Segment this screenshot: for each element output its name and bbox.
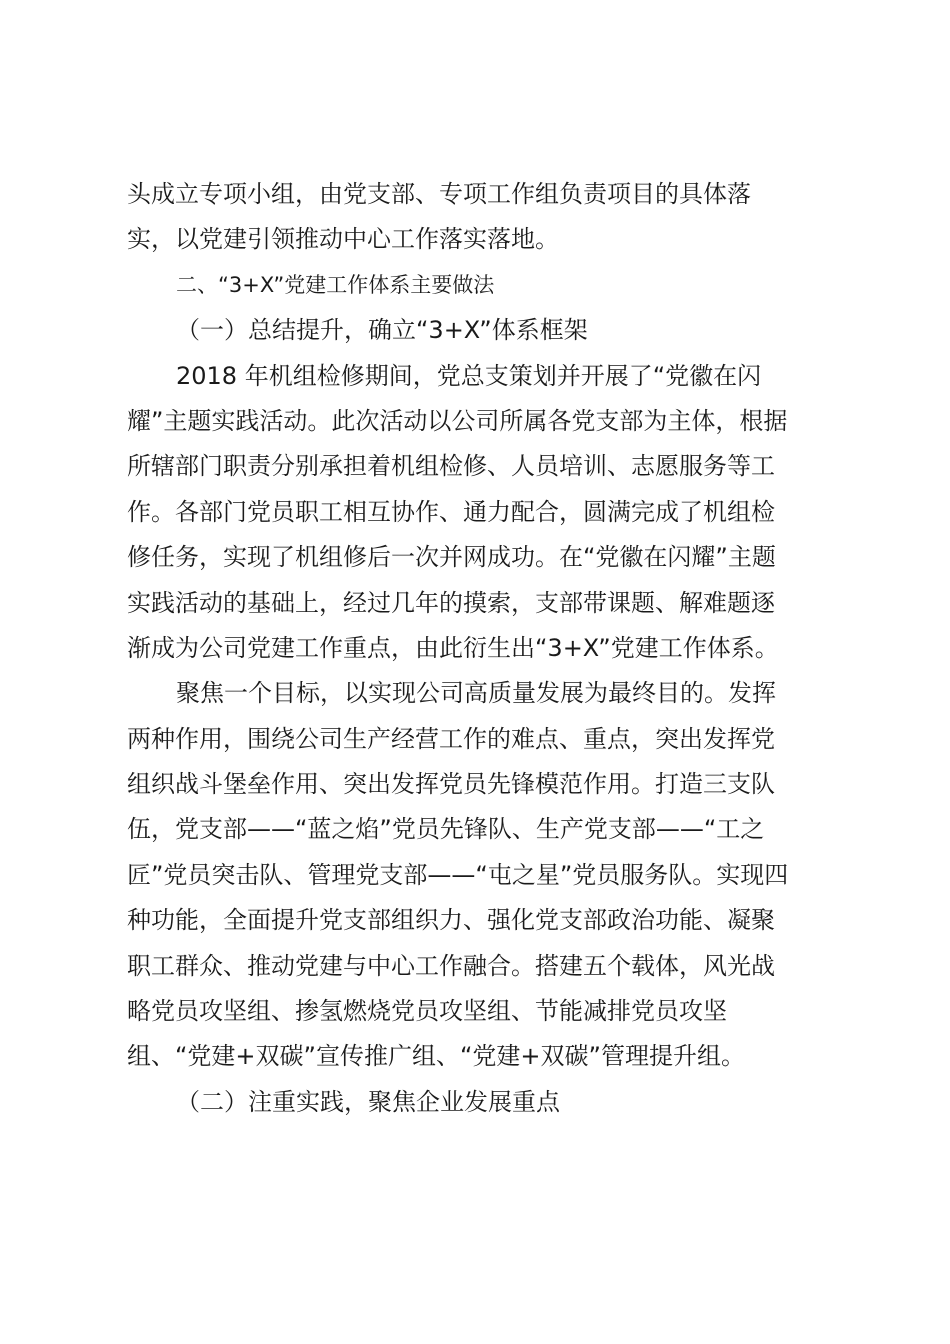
text-line: 实践活动的基础上，经过几年的摸索，支部带课题、解难题逐 bbox=[127, 588, 775, 617]
text-line: 种功能，全面提升党支部组织力、强化党支部政治功能、凝聚 bbox=[127, 906, 775, 935]
text-line: 聚焦一个目标，以实现公司高质量发展为最终目的。发挥 bbox=[176, 679, 776, 708]
text-line: 职工群众、推动党建与中心工作融合。搭建五个载体，风光战 bbox=[127, 951, 775, 980]
text-line: 耀”主题实践活动。此次活动以公司所属各党支部为主体，根据 bbox=[127, 406, 788, 435]
text-line: 修任务，实现了机组修后一次并网成功。在“党徽在闪耀”主题 bbox=[127, 543, 776, 572]
text-line: 渐成为公司党建工作重点，由此衍生出“3+X”党建工作体系。 bbox=[127, 633, 779, 662]
text-line: 所辖部门职责分别承担着机组检修、人员培训、志愿服务等工 bbox=[127, 452, 775, 481]
text-line: 伍，党支部——“蓝之焰”党员先锋队、生产党支部——“工之 bbox=[127, 815, 765, 844]
subsection-heading: （一）总结提升，确立“3+X”体系框架 bbox=[176, 316, 588, 345]
text-line: 作。各部门党员职工相互协作、通力配合，圆满完成了机组检 bbox=[127, 497, 775, 526]
text-line: 组、“党建+双碳”宣传推广组、“党建+双碳”管理提升组。 bbox=[127, 1042, 745, 1071]
body-text bbox=[127, 172, 832, 1125]
text-line: 匠”党员突击队、管理党支部——“屯之星”党员服务队。实现四 bbox=[127, 860, 789, 889]
text-line: 略党员攻坚组、掺氢燃烧党员攻坚组、节能减排党员攻坚 bbox=[127, 997, 727, 1026]
text-line: 实，以党建引领推动中心工作落实落地。 bbox=[127, 225, 559, 254]
subsection-heading: （二）注重实践，聚焦企业发展重点 bbox=[176, 1087, 560, 1116]
text-line: 组织战斗堡垒作用、突出发挥党员先锋模范作用。打造三支队 bbox=[127, 770, 775, 799]
text-line: 头成立专项小组，由党支部、专项工作组负责项目的具体落 bbox=[127, 180, 751, 208]
section-heading: 二、“3+X”党建工作体系主要做法 bbox=[176, 272, 495, 297]
text-line: 两种作用，围绕公司生产经营工作的难点、重点，突出发挥党 bbox=[127, 724, 775, 753]
text-line: 2018 年机组检修期间，党总支策划并开展了“党徽在闪 bbox=[176, 361, 762, 390]
